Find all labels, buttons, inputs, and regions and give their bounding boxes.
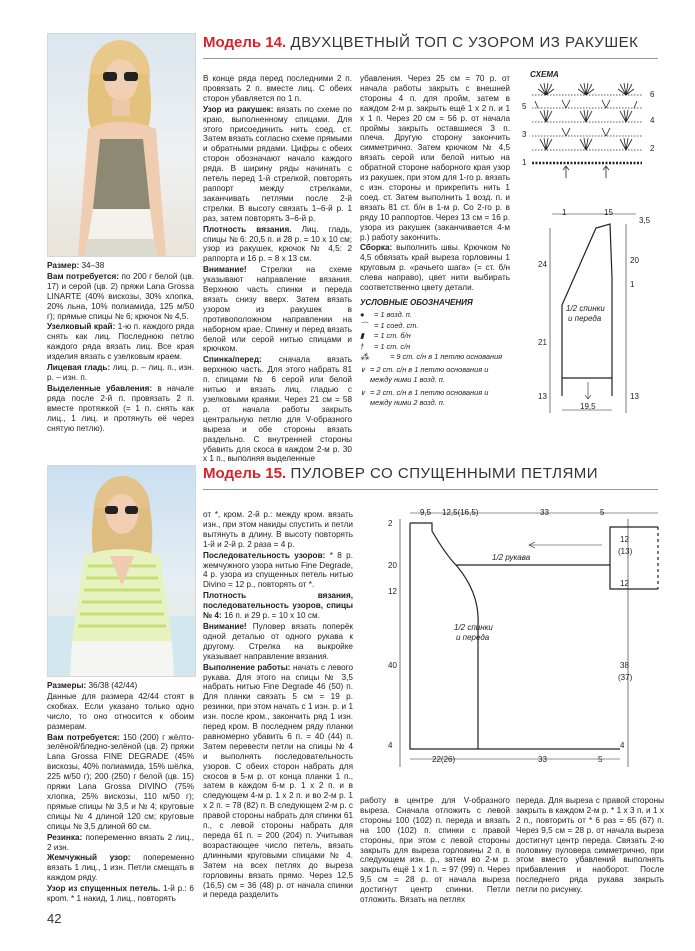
model14-need-value: по 200 г белой (цв. 17) и серой (цв. 2) пряжи Lana Grossa LINARTE (40% вискозы, 30% хлопка, 20% льна, 10% полиамида, 125 м/50 г); прямые спицы № 6; крючок № 4,5. (47, 271, 194, 321)
model14-title-number: Модель 14. (203, 34, 287, 51)
model14-photo-illustration (48, 34, 195, 256)
model14-size-value: 34–38 (79, 261, 105, 270)
model15-seq-value: * 8 р. жемчужного узора нитью Fine Degrade, 4 р. узора из спущенных петель нитью Divino = 12 р., повторять от *. (203, 550, 353, 590)
model14-gauge-value: Лиц. гладь, спицы № 6: 20,5 п. и 28 р. = 10 х 10 см; узор из ракушек, крючок № 4,5: 2 раппорта и 16 р. = 8 х 13 см. (203, 224, 352, 264)
m15-dim-right-4: 4 (620, 741, 625, 750)
legend-title: УСЛОВНЫЕ ОБОЗНАЧЕНИЯ (360, 298, 473, 307)
m15-dim-left-40: 40 (388, 661, 397, 670)
model15-photo-illustration (48, 466, 195, 676)
model15-gauge-value: 16 п. и 29 р. = 10 х 10 см. (221, 611, 320, 621)
legend-item-6: = 2 ст. с/н в 1 петлю основания и между ними 1 возд. п. (370, 364, 489, 384)
model15-title-number: Модель 15. (203, 465, 287, 482)
model15-column-1 (47, 681, 194, 905)
model14-edge-label: Узелковый край: (47, 322, 116, 332)
legend-item-5: = 9 ст. с/н в 1 петлю основания (390, 352, 503, 361)
model15-gauge-label: Плотность вязания, последовательность узоров, спицы № 4: (203, 591, 353, 621)
m15-dim-left-top: 2 (388, 519, 393, 528)
m15-dim-bot-c: 5 (598, 755, 603, 764)
m15-pattern-label-1: 1/2 спинки (454, 623, 493, 632)
model14-column-2 (203, 74, 352, 465)
model15-col4-text: переда. Для выреза с правой стороны закрыть в каждом 2-м р. * 1 х 3 п. и 1 х 2 п., повторить от * 6 раз = 65 (67) п. Через 9,5 см = 28 р. от начала выреза достигнут центр переда. Связать 2-ю половину пуловера симметрично, при этом вместо убавлений выполнять прибавления и наоборот. После последнего ряда рукава закрыть петли по рисунку. (516, 796, 664, 895)
m15-dim-top-a: 9,5 (420, 508, 432, 517)
model15-sizes-note: Данные для размера 42/44 стоят в скобках. Если указано только одно число, то оно относится к обоим размерам. (47, 691, 194, 731)
model14-back-label: Спинка/перед: (203, 355, 262, 365)
model15-photo (47, 465, 196, 677)
m15-dim-left-4: 4 (388, 741, 393, 750)
model15-sizes-label: Размеры: (47, 681, 87, 690)
model15-pearl-value: попеременно вязать 1 лиц., 1 изн. Петли смещать в каждом ряду. (47, 853, 195, 883)
m15-dim-bot-b: 33 (538, 755, 547, 764)
model15-work-label: Выполнение работы: (203, 662, 291, 672)
model14-column-1 (47, 261, 194, 434)
model15-pearl-label: Жемчужный узор: (47, 853, 131, 863)
m14-pattern-label-2: и переда (568, 314, 602, 323)
m15-dim-top-b: 12,5(16,5) (442, 508, 479, 517)
scheme-row-1: 1 (522, 158, 527, 167)
model15-col3-text: работу в центре для V-образного выреза. Сначала отложить с левой стороны 100 (102) п. переда и вязать на 100 (102) п. спинки с правой стороны, при этом с левой стороны закрыть для выреза горловины 2 п. в следующем изн. р., затем во 2-м р. закрыть ещё 1 х 1 п. = 97 (99) п. Через 9,5 см = 28 р. от начала выреза достигнут центр спинки. Петли отложить. Вязать на петлях (360, 796, 510, 905)
model15-drop-value: 1-й р.: 6 крom. * 1 накид, 1 лиц., повторять (47, 884, 194, 904)
scheme-chart (516, 70, 666, 180)
model14-title-name: ДВУХЦВЕТНЫЙ ТОП С УЗОРОМ ИЗ РАКУШЕК (290, 34, 639, 51)
m15-pattern-label-2: и переда (456, 633, 490, 642)
model14-shell-value: вязать по схеме по краю, выполненному спицами. Для этого присоединить нить соед. ст. Затем вязать согласно схеме прямыми и обратными рядами. Цифры с обеих сторон обозначают начало каждого ряда. В ширину ряды начинать с петель перед 1-й стрелкой, повторять раппорт между стрелками, заканчивать петлями после 2-й стрелки. В высоту связать 1–6-й р. 1 раз, затем повторять 3–6-й р. (203, 104, 353, 223)
model14-scheme (516, 70, 666, 180)
m14-dim-left-upper: 24 (538, 260, 547, 269)
m14-dim-bottom: 19,5 (580, 402, 596, 411)
model14-gauge-label: Плотность вязания. (203, 224, 292, 234)
model15-column-3 (360, 796, 510, 906)
model14-need-label: Вам потребуется: (47, 271, 120, 281)
m14-pattern-label-1: 1/2 спинки (566, 304, 605, 313)
m14-dim-top-right: 3,5 (639, 216, 651, 225)
model14-shell-label: Узор из ракушек: (203, 104, 274, 114)
scheme-row-3: 3 (522, 130, 527, 139)
scheme-title: СХЕМА (530, 70, 559, 79)
model15-seq-label: Последовательность узоров: (203, 550, 326, 560)
v-stitch-2-symbol-icon: ∨ (360, 387, 366, 397)
scheme-row-5: 5 (522, 102, 527, 111)
model15-title-bar (203, 465, 658, 490)
model14-size-label: Размер: (47, 261, 80, 270)
m14-dim-left-low: 13 (538, 392, 547, 401)
slip-stitch-symbol-icon: ⌒ (360, 320, 368, 330)
model14-attention-value: Стрелки на схеме указывают направление вязания. Верхнюю часть спинки и переда вязать снизу вверх. Затем вязать узором из ракушек в противоположном направлении на наборном крае. Спинку и перед вязать белой или серой нитью спицами и крючком. (203, 265, 352, 354)
model15-title-name: ПУЛОВЕР СО СПУЩЕННЫМИ ПЕТЛЯМИ (290, 465, 599, 482)
model15-need-label: Вам потребуется: (47, 732, 120, 742)
scheme-row-4: 4 (650, 116, 655, 125)
model14-dec-label: Выделенные убавления: (47, 383, 153, 393)
model15-pattern (360, 505, 660, 773)
model14-title-bar (203, 34, 658, 59)
m15-dim-left-12: 12 (388, 587, 397, 596)
fan-symbol-icon: ⁂ (360, 352, 369, 362)
model14-photo (47, 33, 196, 257)
model14-dec-value: в начале ряда после 2-й п. провязать 2 п. вместе протяжкой (= 1 п. снять как лиц., 1 лиц. и протянуть её через снятую петлю). (47, 383, 194, 433)
m14-dim-right-low: 13 (630, 392, 639, 401)
model15-sizes-value: 36/38 (42/44) (86, 681, 138, 690)
m14-dim-left-mid: 21 (538, 338, 547, 347)
m15-dim-bot-a: 22(26) (432, 755, 456, 764)
single-crochet-symbol-icon: ▮ (360, 331, 365, 340)
m14-dim-right-upper: 20 (630, 256, 639, 265)
model15-need-value: 150 (200) г жёлто-зелёной/бледно-зелёной (цв. 2) пряжи Lana Grossa FINE DEGRADE (45% вискозы, 40% полиамида, 15% шёлка, 225 м/50 г); 200 (250) г белой (цв. 15) пряжи Lana Grossa DIVINO (75% хлопка, 25% вискозы, 110 м/50 г); прямые спицы № 3,5 и № 4; круговые спицы № 4 длиной 120 см; круговые спицы № 3,5 длиной 60 см. (47, 732, 194, 831)
m15-dim-right-37: (37) (618, 673, 633, 682)
model14-pattern (516, 200, 676, 415)
m14-dim-side-right: 1 (630, 280, 635, 289)
m15-dim-top-d: 5 (600, 508, 605, 517)
scheme-row-6: 6 (650, 90, 655, 99)
model15-work-value: начать с левого рукава. Для этого на спицы № 3,5 набрать нитью Fine Degrade 46 (50) п. Для планки связать 5 см = 19 р. резинки, при этом начать с 1 изн. р. и 1 изн. после кром., закончить ряд 1 изн. перед кром. В последнем ряду планки равномерно убавить 6 п. = 40 (44) п. Затем перевести петли на спицы № 4 и выполнять последовательность узоров. С обеих сторон набрать для скосов в 5-м р. от конца планки 1 п., затем в каждом 6-м р. 1 х 2 п. и в следующем 4-м р. 1 х 2 п. и во 2-м р. 1 х 2 п. = 78 (82) п. В следующем 2-м р. с правой стороны набрать для спинки 61 п., с левой стороны набрать для переда 61 п. = 200 (204) п. Учитывая возрастающее число петель, вязать длинными круговыми спицами № 4. Затем на всех петлях до выреза горловины вязать прямо. Через 12,5 (16,5) см = 36 (48) р. от начала спинки и переда разделить (203, 662, 353, 900)
legend-item-4: = 1 ст. с/н (374, 341, 411, 351)
chain-stitch-symbol-icon: ● (360, 310, 365, 319)
v-stitch-1-symbol-icon: ∨ (360, 364, 366, 374)
model15-column-4 (516, 796, 664, 896)
m15-dim-right-12b: 12 (620, 579, 629, 588)
model14-edge-value: 1-ю п. каждого ряда снять как лиц. Последнюю петлю каждого ряда вязать лиц. Все края изделия вязать с узелковым краем. (47, 322, 195, 362)
model15-attention-value: Пуловер вязать поперёк одной деталью от одного рукава к другому. Стрелка на выкройке указывает направление вязания. (203, 621, 353, 661)
scheme-row-2: 2 (650, 144, 655, 153)
model14-col3-text: убавления. Через 25 см = 70 р. от начала работы закрыть с внешней стороны 4 п. для пройм, затем в каждом 2-м р. закрыть ещё 1 х 2 п. и 1 х 1 п. Через 20 см = 56 р. от начала проймы закрыть оставшиеся 3 п. плеча. Другую сторону закончить симметрично. Затем крючком № 4,5 вязать серой или белой нитью на обратной стороне наборного края узор из ракушек, при этом для 1-го р. вязать с изн. стороны и прикрепить нить 1 соед. ст. Затем выполнить 1 возд. п. и вязать 81 ст. б/н в 1-м р. Со 2-го р. в ряду 10 раппортов. Через 13 см = 16 р. узора из ракушек (заканчивается 4-м р.) работу закончить. (360, 74, 510, 242)
m15-sleeve-label: 1/2 рукава (492, 553, 531, 562)
model14-legend (360, 298, 510, 409)
legend-item-1: = 1 возд. п. (374, 310, 412, 319)
model14-column-3 (360, 74, 510, 294)
model15-drop-label: Узор из спущенных петель. (47, 884, 161, 894)
legend-item-2: = 1 соед. ст. (374, 320, 419, 330)
legend-item-7: = 2 ст. с/н в 1 петлю основания и между ними 2 возд. п. (370, 387, 489, 407)
m15-dim-top-c: 33 (540, 508, 549, 517)
m14-dim-top-mid: 15 (604, 208, 613, 217)
model14-assembly-value: выполнить швы. Крючком № 4,5 обвязать край выреза горловины 1 круговым р. «рачьего шага» (= ст. б/н слева направо), цвет нити выбирать соответственно цвету детали. (360, 243, 510, 293)
model15-rib-value: попеременно вязать 2 лиц., 2 изн. (47, 832, 194, 852)
m15-dim-left-20: 20 (388, 561, 397, 570)
model14-assembly-label: Сборка: (360, 243, 393, 253)
model14-back-value: сначала вязать верхнюю часть. Для этого набрать 81 п. спицами № 6 серой или белой нитью и вязать лиц. гладью с узелковыми краями. Через 21 см = 58 р. от начала работы закрыть центральную петлю для V-образного выреза и обе стороны вязать раздельно. С внутренней стороны убавить для скоса в каждом 2-м р. 30 х 1 п., выполняя выделенные (203, 355, 352, 464)
double-crochet-symbol-icon: † (360, 341, 365, 351)
model15-column-2 (203, 510, 353, 901)
model14-attention-label: Внимание! (203, 265, 247, 275)
model15-rib-label: Резинка: (47, 832, 83, 842)
m14-dim-top-left: 1 (562, 208, 567, 217)
model14-col2-intro: В конце ряда перед последними 2 п. провязать 2 п. вместе лиц. С обеих сторон убавляется по 1 п. (203, 74, 352, 103)
model14-face-label: Лицевая гладь: (47, 363, 111, 373)
page-number: 42 (47, 911, 62, 926)
legend-item-3: = 1 ст. б/н (374, 331, 411, 340)
model15-attention-label: Внимание! (203, 621, 247, 631)
m15-dim-right-13: (13) (618, 547, 633, 556)
model15-pattern-drawing (360, 505, 660, 773)
model15-col2-intro: от *, кром. 2-й р.: между кром. вязать изн., при этом накиды спустить и петли вытянуть в длину. В высоту повторять 1-й и 2-й р. 2 раза = 4 р. (203, 510, 353, 549)
m15-dim-right-12a: 12 (620, 535, 629, 544)
model14-face-value: лиц. р. – лиц. п., изн. р. – изн. п. (47, 363, 194, 382)
m15-dim-right-38: 38 (620, 661, 629, 670)
